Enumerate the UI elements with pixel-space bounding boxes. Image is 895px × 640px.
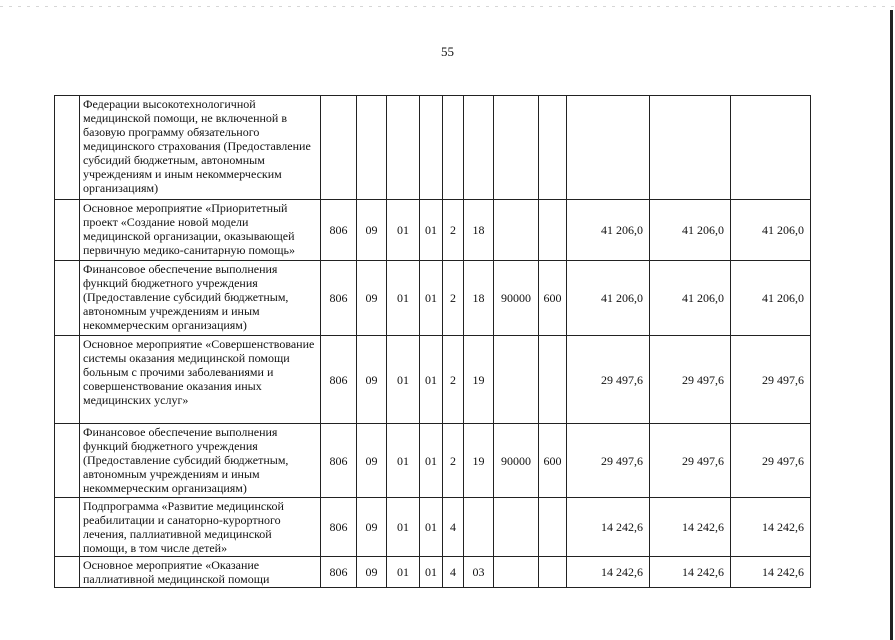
page-number: 55 xyxy=(441,44,454,59)
expense-type-code: 600 xyxy=(539,424,567,498)
program-code xyxy=(420,96,443,200)
sum-year-1: 14 242,6 xyxy=(567,498,650,557)
sum-year-2: 29 497,6 xyxy=(650,424,731,498)
ministry-code: 806 xyxy=(321,498,357,557)
direction-code: 90000 xyxy=(494,424,539,498)
sum-year-1: 29 497,6 xyxy=(567,336,650,424)
program-code: 01 xyxy=(420,336,443,424)
event-code: 03 xyxy=(464,557,494,588)
subprogram-code xyxy=(443,96,464,200)
program-code: 01 xyxy=(420,557,443,588)
direction-code: 90000 xyxy=(494,261,539,336)
table-row xyxy=(55,336,811,424)
row-name: Подпрограмма «Развитие медицинской реабилитации и санаторно-курортного лечения, паллиативной медицинской помощи, в том числе детей» xyxy=(80,498,321,557)
event-code: 19 xyxy=(464,336,494,424)
indent-cell xyxy=(55,261,80,336)
subprogram-code: 2 xyxy=(443,336,464,424)
event-code xyxy=(464,96,494,200)
section-code: 09 xyxy=(357,498,387,557)
direction-code xyxy=(494,96,539,200)
direction-code xyxy=(494,200,539,261)
event-code: 19 xyxy=(464,424,494,498)
sum-year-3: 29 497,6 xyxy=(731,336,811,424)
ministry-code xyxy=(321,96,357,200)
program-code: 01 xyxy=(420,200,443,261)
event-code xyxy=(464,498,494,557)
ministry-code: 806 xyxy=(321,424,357,498)
row-name: Основное мероприятие «Оказание паллиативной медицинской помощи xyxy=(80,557,321,588)
subprogram-code: 2 xyxy=(443,200,464,261)
sum-year-2 xyxy=(650,96,731,200)
section-code: 09 xyxy=(357,336,387,424)
row-name: Финансовое обеспечение выполнения функций бюджетного учреждения (Предоставление субсидий бюджетным, автономным учреждениям и иным некоммерческим организациям) xyxy=(80,424,321,498)
sum-year-1: 29 497,6 xyxy=(567,424,650,498)
ministry-code: 806 xyxy=(321,336,357,424)
section-code: 09 xyxy=(357,424,387,498)
row-name: Основное мероприятие «Приоритетный проект «Создание новой модели медицинской организации, оказывающей первичную медико-санитарную помощь» xyxy=(80,200,321,261)
expense-type-code xyxy=(539,200,567,261)
sum-year-3: 14 242,6 xyxy=(731,557,811,588)
table-row xyxy=(55,261,811,336)
subsection-code: 01 xyxy=(387,200,420,261)
expense-type-code xyxy=(539,557,567,588)
table-row xyxy=(55,424,811,498)
expense-type-code: 600 xyxy=(539,261,567,336)
sum-year-3: 41 206,0 xyxy=(731,261,811,336)
subsection-code: 01 xyxy=(387,261,420,336)
subsection-code: 01 xyxy=(387,557,420,588)
subprogram-code: 2 xyxy=(443,424,464,498)
table-row xyxy=(55,557,811,588)
direction-code xyxy=(494,557,539,588)
sum-year-2: 14 242,6 xyxy=(650,498,731,557)
section-code: 09 xyxy=(357,200,387,261)
sum-year-1: 14 242,6 xyxy=(567,557,650,588)
program-code: 01 xyxy=(420,261,443,336)
sum-year-3 xyxy=(731,96,811,200)
expense-type-code xyxy=(539,96,567,200)
row-name: Федерации высокотехнологичной медицинской помощи, не включенной в базовую программу обязательного медицинского страхования (Предоставление субсидий бюджетным, автономным учреждениям и иным некоммерческим организациям) xyxy=(80,96,321,200)
budget-table xyxy=(54,95,811,588)
subprogram-code: 4 xyxy=(443,498,464,557)
sum-year-3: 41 206,0 xyxy=(731,200,811,261)
sum-year-2: 29 497,6 xyxy=(650,336,731,424)
sum-year-3: 14 242,6 xyxy=(731,498,811,557)
scan-top-edge xyxy=(0,6,895,7)
sum-year-1 xyxy=(567,96,650,200)
section-code xyxy=(357,96,387,200)
sum-year-1: 41 206,0 xyxy=(567,200,650,261)
event-code: 18 xyxy=(464,200,494,261)
ministry-code: 806 xyxy=(321,200,357,261)
subprogram-code: 2 xyxy=(443,261,464,336)
row-name: Основное мероприятие «Совершенствование системы оказания медицинской помощи больным с прочими заболеваниями и совершенствование оказания иных медицинских услуг» xyxy=(80,336,321,424)
subsection-code: 01 xyxy=(387,498,420,557)
direction-code xyxy=(494,336,539,424)
direction-code xyxy=(494,498,539,557)
subprogram-code: 4 xyxy=(443,557,464,588)
indent-cell xyxy=(55,424,80,498)
indent-cell xyxy=(55,336,80,424)
subsection-code: 01 xyxy=(387,336,420,424)
indent-cell xyxy=(55,498,80,557)
row-name: Финансовое обеспечение выполнения функций бюджетного учреждения (Предоставление субсидий бюджетным, автономным учреждениям и иным некоммерческим организациям) xyxy=(80,261,321,336)
expense-type-code xyxy=(539,498,567,557)
program-code: 01 xyxy=(420,424,443,498)
sum-year-2: 41 206,0 xyxy=(650,200,731,261)
expense-type-code xyxy=(539,336,567,424)
subsection-code: 01 xyxy=(387,424,420,498)
section-code: 09 xyxy=(357,557,387,588)
sum-year-2: 41 206,0 xyxy=(650,261,731,336)
ministry-code: 806 xyxy=(321,557,357,588)
section-code: 09 xyxy=(357,261,387,336)
program-code: 01 xyxy=(420,498,443,557)
table-row xyxy=(55,96,811,200)
sum-year-3: 29 497,6 xyxy=(731,424,811,498)
sum-year-2: 14 242,6 xyxy=(650,557,731,588)
sum-year-1: 41 206,0 xyxy=(567,261,650,336)
indent-cell xyxy=(55,557,80,588)
indent-cell xyxy=(55,200,80,261)
indent-cell xyxy=(55,96,80,200)
event-code: 18 xyxy=(464,261,494,336)
ministry-code: 806 xyxy=(321,261,357,336)
scan-right-edge xyxy=(890,10,893,640)
table-row xyxy=(55,200,811,261)
subsection-code xyxy=(387,96,420,200)
table-row xyxy=(55,498,811,557)
